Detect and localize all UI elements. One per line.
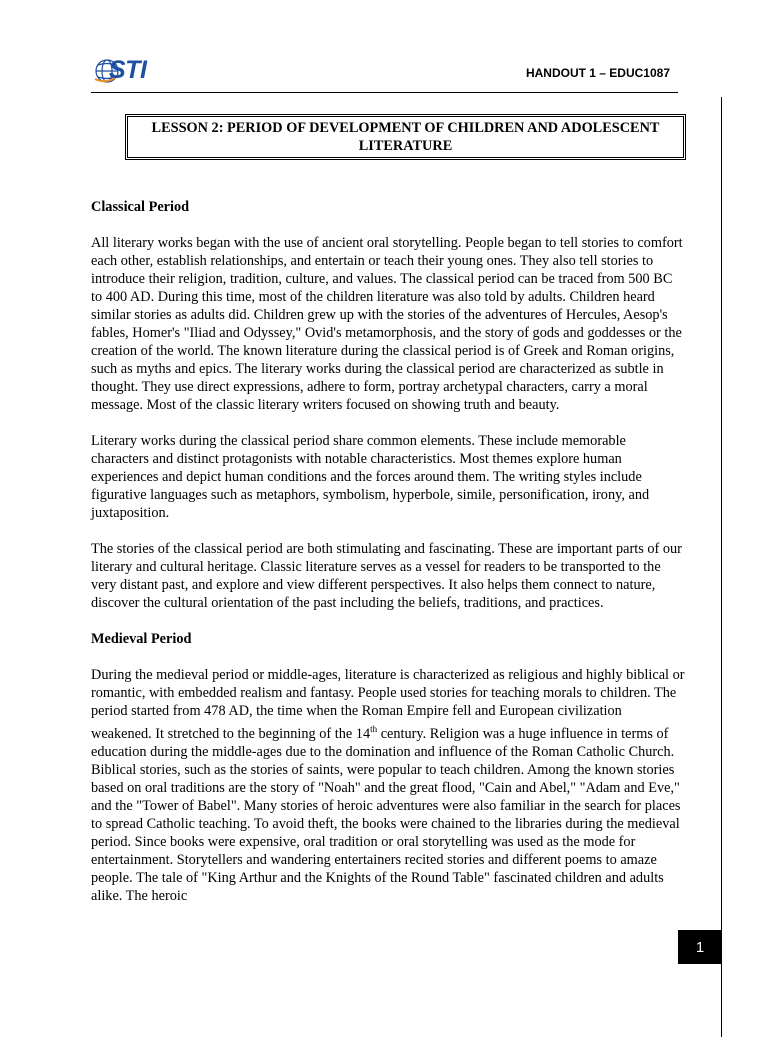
header-divider (91, 92, 678, 93)
medieval-period-heading: Medieval Period (91, 631, 192, 647)
document-body (91, 198, 686, 923)
classical-paragraph-3: The stories of the classical period are both stimulating and fascinating. These are important parts of our literary and cultural heritage. Classic literature serves as a vessel for readers to be transported to the very distant past, and explore and view different perspectives. It also helps them connect to nature, discover the cultural orientation of the past including the beliefs, traditions, and practices. (91, 541, 682, 611)
lesson-title: LESSON 2: PERIOD OF DEVELOPMENT OF CHILDREN AND ADOLESCENT LITERATURE (151, 120, 660, 154)
medieval-paragraph-1 (91, 666, 686, 905)
page-right-border (721, 97, 722, 1037)
medieval-text-part-2: century. Religion was a huge influence in terms of education during the middle-ages due to the domination and influence of the Roman Catholic Church. Biblical stories, such as the stories of saints, were popular to teach children. Among the known stories based on oral traditions are the story of "Noah" and the great flood, "Cain and Abel," "Adam and Eve," and the "Tower of Babel". Many stories of heroic adventures were also familiar in the search for places to spread Catholic teaching. To avoid theft, the books were chained to the libraries during the medieval period. Since books were expensive, oral tradition or oral storytelling was used as the mode for entertainment. Storytellers and wandering entertainers recited stories and different poems to amaze people. The tale of "King Arthur and the Knights of the Round Table" fascinated children and adults alike. The heroic (91, 725, 681, 904)
page-number: 1 (695, 938, 705, 956)
lesson-title-box (125, 114, 686, 160)
handout-label: HANDOUT 1 – EDUC1087 (525, 66, 670, 80)
page-number-badge (678, 930, 722, 964)
medieval-text-part-1: During the medieval period or middle-ages, literature is characterized as religious and highly biblical or romantic, with embedded realism and fantasy. People used stories for teaching morals to children. The period started from 478 AD, the time when the Roman Empire fell and European civilization weakened. It stretched to the beginning of the 14 (91, 667, 685, 742)
sti-logo-text: STI (109, 56, 147, 84)
classical-paragraph-2: Literary works during the classical period share common elements. These include memorable characters and distinct protagonists with notable characteristics. Most themes explore human experiences and depict human conditions and the forces around them. The writing styles include figurative languages such as metaphors, symbolism, hyperbole, simile, personification, irony, and juxtaposition. (91, 433, 650, 521)
classical-paragraph-1: All literary works began with the use of ancient oral storytelling. People began to tell stories to comfort each other, establish relationships, and entertain or teach their young ones. They also tell stories to introduce their religion, tradition, culture, and values. The classical period can be traced from 500 BC to 400 AD. During this time, most of the children literature was also told by adults. Children heard similar stories as adults did. Children grew up with the stories of the adventures of Hercules, Aesop's fables, Homer's "Iliad and Odyssey," Ovid's metamorphosis, and the story of gods and goddesses or the creation of the world. The known literature during the classical period is of Greek and Roman origins, such as myths and epics. The literary works during the classical period are characterized as subtle in thought. They use direct expressions, adhere to form, portray archetypal characters, carry a moral message. Most of the classic literary writers focused on showing truth and beauty. (91, 235, 683, 413)
classical-period-heading: Classical Period (91, 199, 190, 215)
ordinal-superscript: th (370, 724, 378, 734)
